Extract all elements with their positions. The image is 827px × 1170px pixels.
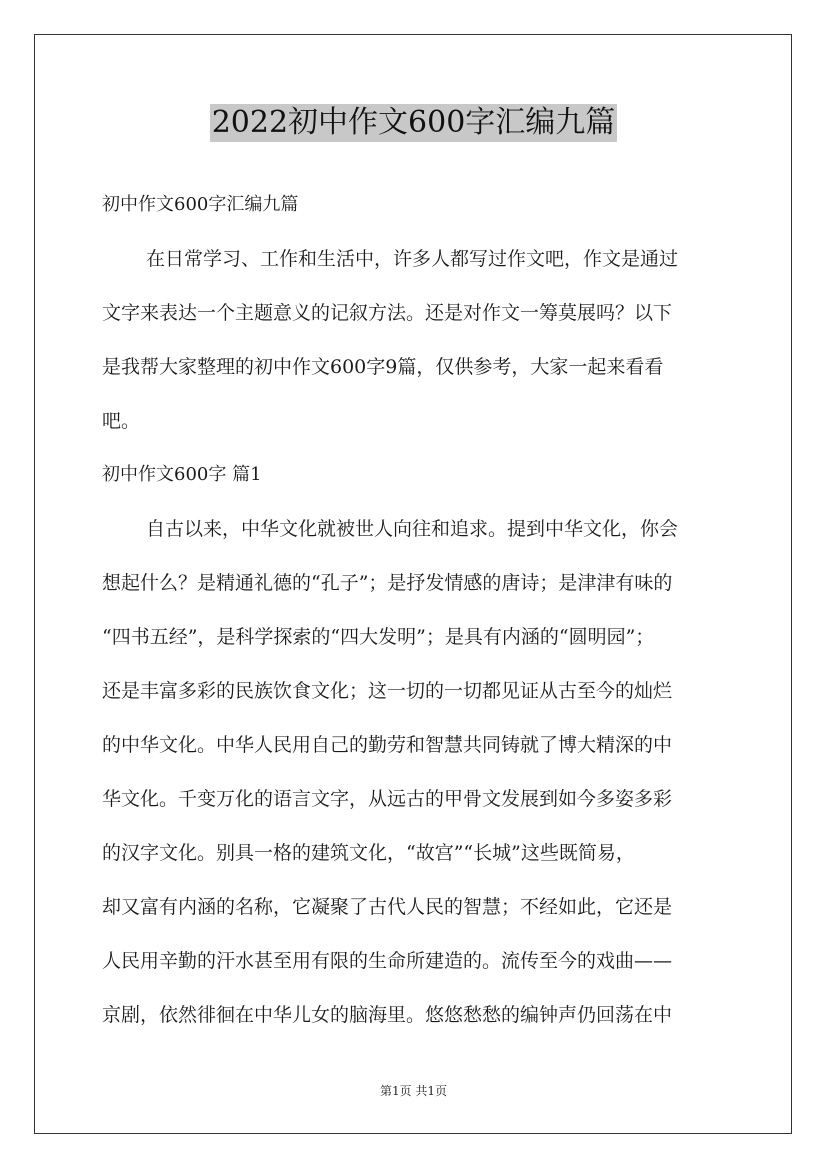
body-line: 自古以来，中华文化就被世人向往和追求。提到中华文化，你会	[146, 518, 679, 540]
document-subtitle: 初中作文600字汇编九篇	[102, 194, 299, 215]
body-line: 想起什么？是精通礼德的“孔子”；是抒发情感的唐诗；是津津有味的	[102, 572, 673, 594]
body-line: 人民用辛勤的汗水甚至用有限的生命所建造的。流传至今的戏曲——	[102, 950, 673, 972]
body-line: 京剧，依然徘徊在中华儿女的脑海里。悠悠愁愁的编钟声仍回荡在中	[102, 1004, 673, 1026]
body-line: 却又富有内涵的名称，它凝聚了古代人民的智慧；不经如此，它还是	[102, 896, 673, 918]
intro-line: 在日常学习、工作和生活中，许多人都写过作文吧，作文是通过	[146, 248, 679, 270]
body-line: 的中华文化。中华人民用自己的勤劳和智慧共同铸就了博大精深的中	[102, 734, 673, 756]
body-line: “四书五经”，是科学探索的“四大发明”；是具有内涵的“圆明园”；	[102, 626, 655, 648]
page-footer: 第1页 共1页	[379, 1084, 448, 1098]
body-line: 还是丰富多彩的民族饮食文化；这一切的一切都见证从古至今的灿烂	[102, 680, 673, 702]
section-heading: 初中作文600字 篇1	[102, 464, 262, 485]
title-container	[0, 104, 827, 142]
document-title: 2022初中作文600字汇编九篇	[211, 105, 616, 140]
intro-line: 是我帮大家整理的初中作文600字9篇，仅供参考，大家一起来看看	[102, 356, 664, 378]
intro-line: 文字来表达一个主题意义的记叙方法。还是对作文一筹莫展吗？以下	[102, 302, 673, 324]
body-line: 华文化。千变万化的语言文字，从远古的甲骨文发展到如今多姿多彩	[102, 788, 673, 810]
body-line: 的汉字文化。别具一格的建筑文化，“故宫”“长城”这些既简易，	[102, 842, 635, 864]
document-body	[102, 178, 728, 1042]
intro-line: 吧。	[102, 410, 141, 432]
